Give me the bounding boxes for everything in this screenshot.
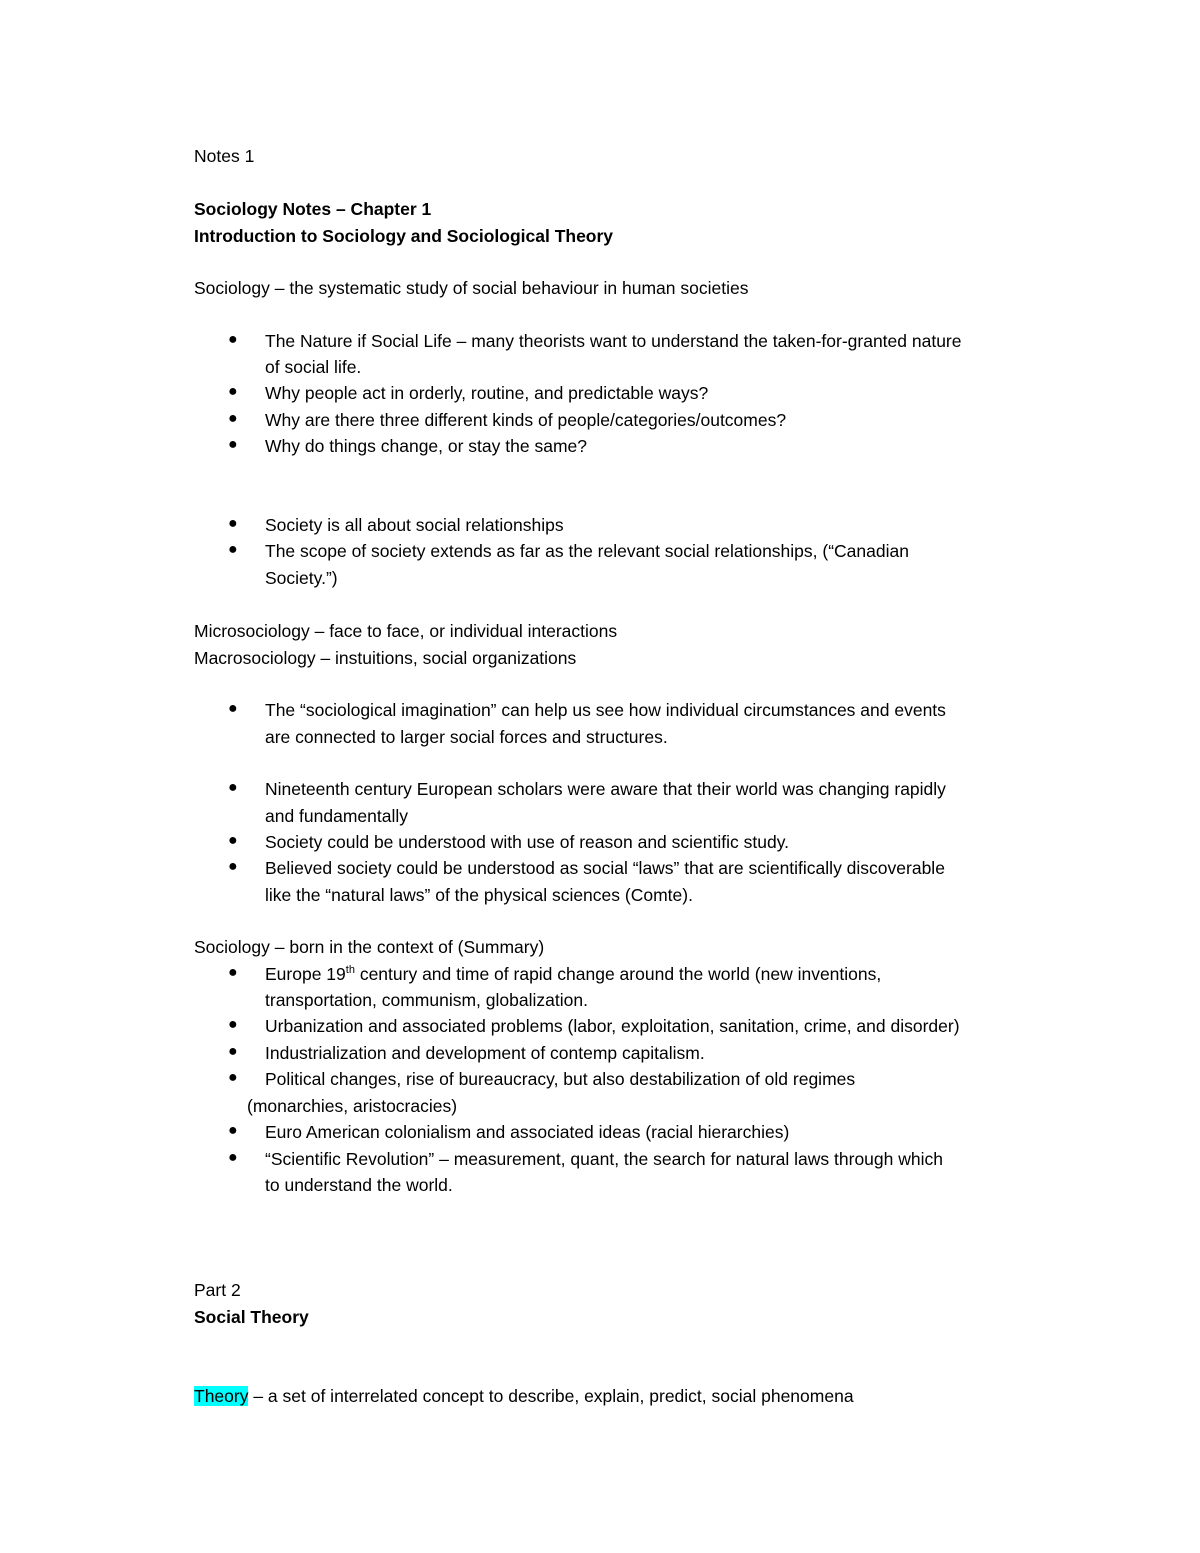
list-item: Urbanization and associated problems (labor, exploitation, sanitation, crime, and disorder): [265, 1016, 960, 1036]
bullet-icon: ●: [228, 779, 238, 796]
list-item-continuation: Society.”): [265, 568, 338, 588]
list-item: “Scientific Revolution” – measurement, quant, the search for natural laws through which: [265, 1149, 943, 1169]
list-item-continuation: like the “natural laws” of the physical sciences (Comte).: [265, 885, 693, 905]
bullet-icon: ●: [228, 832, 238, 849]
europe-text-rest: century and time of rapid change around the world (new inventions,: [354, 964, 882, 984]
notes-label: Notes 1: [194, 146, 255, 166]
list-item-continuation: are connected to larger social forces and structures.: [265, 727, 668, 747]
bullet-icon: ●: [228, 1149, 238, 1166]
part-label: Part 2: [194, 1280, 241, 1300]
bullet-icon: ●: [228, 1016, 238, 1033]
list-item: The “sociological imagination” can help us see how individual circumstances and events: [265, 700, 946, 720]
list-item: Society is all about social relationships: [265, 515, 564, 535]
macrosociology-definition: Macrosociology – instuitions, social organizations: [194, 648, 577, 668]
bullet-icon: ●: [228, 515, 238, 532]
theory-definition: [194, 1386, 854, 1406]
list-item: The scope of society extends as far as the relevant social relationships, (“Canadian: [265, 541, 909, 561]
chapter-title: Sociology Notes – Chapter 1: [194, 199, 432, 219]
list-item-continuation: and fundamentally: [265, 806, 409, 826]
bullet-icon: ●: [228, 700, 238, 717]
bullet-icon: ●: [228, 1069, 238, 1086]
list-item: Why people act in orderly, routine, and predictable ways?: [265, 383, 709, 403]
bullet-icon: ●: [228, 436, 238, 453]
superscript-th: th: [345, 964, 355, 977]
bullet-icon: ●: [228, 331, 238, 348]
list-item: Society could be understood with use of reason and scientific study.: [265, 832, 790, 852]
list-item: Political changes, rise of bureaucracy, but also destabilization of old regimes: [265, 1069, 856, 1089]
list-item: Believed society could be understood as social “laws” that are scientifically discoverable: [265, 858, 945, 878]
sociology-definition: Sociology – the systematic study of social behaviour in human societies: [194, 278, 749, 298]
list-item-continuation: (monarchies, aristocracies): [247, 1096, 458, 1116]
europe-text: Europe 19: [265, 964, 346, 984]
list-item-continuation: of social life.: [265, 357, 362, 377]
list-item-continuation: to understand the world.: [265, 1175, 453, 1195]
list-item: Nineteenth century European scholars were aware that their world was changing rapidly: [265, 779, 946, 799]
chapter-subtitle: Introduction to Sociology and Sociological Theory: [194, 226, 614, 246]
microsociology-definition: Microsociology – face to face, or individual interactions: [194, 621, 618, 641]
bullet-icon: ●: [228, 964, 238, 981]
list-item-continuation: transportation, communism, globalization.: [265, 990, 588, 1010]
bullet-icon: ●: [228, 1043, 238, 1060]
section-heading: Social Theory: [194, 1307, 309, 1327]
bullet-icon: ●: [228, 858, 238, 875]
list-item: Why are there three different kinds of people/categories/outcomes?: [265, 410, 787, 430]
highlighted-term: Theory: [194, 1386, 249, 1406]
list-item: Industrialization and development of contemp capitalism.: [265, 1043, 705, 1063]
theory-definition-text: – a set of interrelated concept to describe, explain, predict, social phenomena: [248, 1386, 854, 1406]
list-item: [265, 964, 881, 984]
list-item: The Nature if Social Life – many theorists want to understand the taken-for-granted nature: [265, 331, 962, 351]
list-item: Why do things change, or stay the same?: [265, 436, 587, 456]
bullet-icon: ●: [228, 1122, 238, 1139]
list-item: Euro American colonialism and associated ideas (racial hierarchies): [265, 1122, 790, 1142]
bullet-icon: ●: [228, 410, 238, 427]
summary-heading: Sociology – born in the context of (Summary): [194, 937, 545, 957]
bullet-icon: ●: [228, 383, 238, 400]
bullet-icon: ●: [228, 541, 238, 558]
